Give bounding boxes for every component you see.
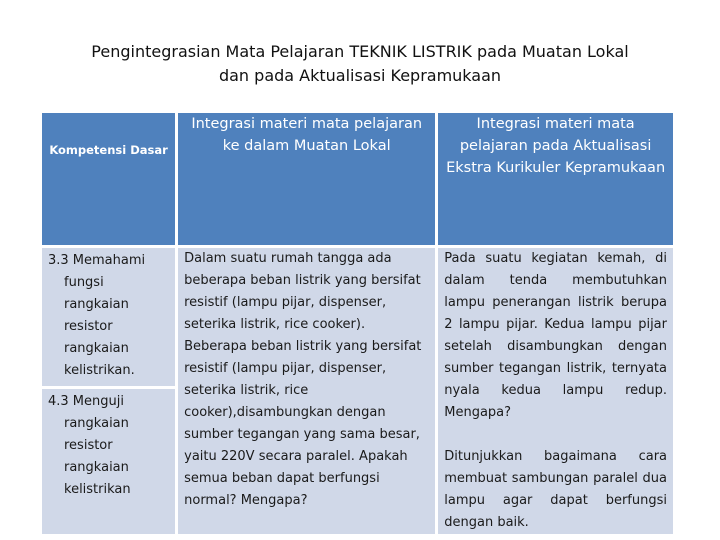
- muatan-lokal-cell: [178, 248, 435, 534]
- kepramukaan-cell: [438, 248, 673, 534]
- competency-cell: [42, 248, 175, 534]
- competency-code: 3.3 Memahami: [48, 253, 146, 268]
- competency-text: rangkaian: [64, 460, 129, 475]
- competency-text: fungsi: [64, 275, 104, 290]
- competency-code: 4.3 Menguji: [48, 394, 124, 409]
- competency-text: kelistrikan: [64, 482, 131, 497]
- muatan-lokal-paragraph-2: Beberapa beban listrik yang bersifat resistif (lampu pijar, dispenser, seterika listrik, rice cooker),disambungkan dengan sumber tegangan yang sama besar, yaitu 220V secara paralel. Apakah semua beban dapat berfungsi normal? Mengapa?: [184, 339, 422, 508]
- kepramukaan-paragraph-1: Pada suatu kegiatan kemah, di dalam tenda membutuhkan lampu penerangan listrik berupa 2 lampu pijar. Kedua lampu pijar setelah disambungkan dengan sumber tegangan listrik, ternyata nyala kedua lampu redup. Mengapa?: [444, 251, 667, 420]
- competency-text: rangkaian: [64, 341, 129, 356]
- competency-text: kelistrikan.: [64, 363, 135, 378]
- title-line-2: dan pada Aktualisasi Kepramukaan: [218, 66, 502, 85]
- table-header-row: [42, 113, 673, 245]
- header-kepramukaan: Integrasi materi mata pelajaran pada Aktualisasi Ekstra Kurikuler Kepramukaan: [438, 113, 673, 245]
- title-line-1: Pengintegrasian Mata Pelajaran TEKNIK LISTRIK pada Muatan Lokal: [91, 42, 629, 61]
- slide-title: [40, 40, 680, 88]
- muatan-lokal-paragraph-1: Dalam suatu rumah tangga ada beberapa beban listrik yang bersifat resistif (lampu pijar, dispenser, seterika listrik, rice cooker).: [184, 251, 421, 332]
- header-muatan-lokal: Integrasi materi mata pelajaran ke dalam Muatan Lokal: [178, 113, 435, 245]
- competency-4-3: [42, 386, 175, 505]
- competency-text: rangkaian: [64, 297, 129, 312]
- table-row: [42, 248, 673, 534]
- competency-text: rangkaian: [64, 416, 129, 431]
- header-kompetensi-dasar: Kompetensi Dasar: [42, 113, 175, 245]
- competency-text: resistor: [64, 319, 113, 334]
- competency-3-3: [42, 248, 175, 386]
- competency-text: resistor: [64, 438, 113, 453]
- kepramukaan-paragraph-2: Ditunjukkan bagaimana cara membuat sambungan paralel dua lampu agar dapat berfungsi dengan baik.: [444, 449, 667, 530]
- integration-table: [39, 110, 676, 537]
